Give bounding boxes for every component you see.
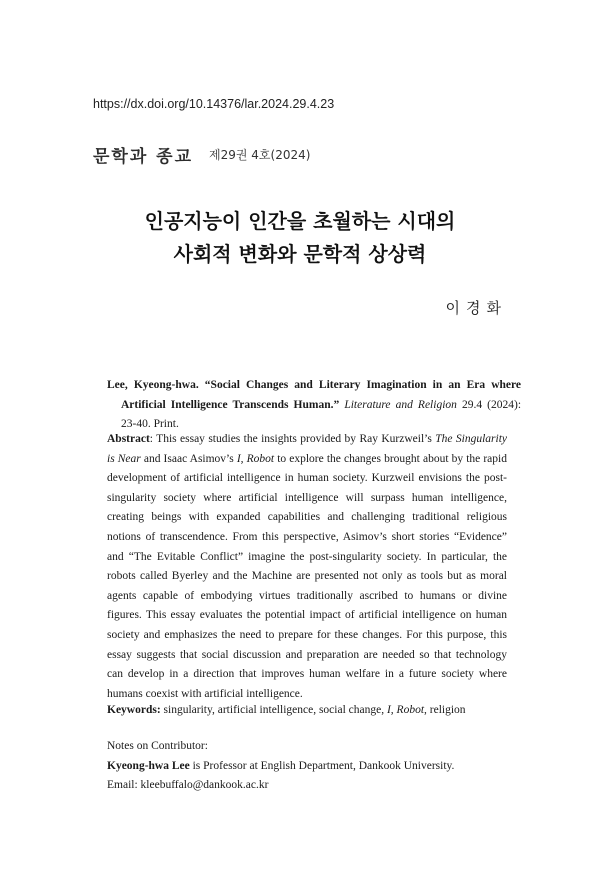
journal-logo: 문학과 종교	[93, 147, 194, 167]
title-line-1: 인공지능이 인간을 초월하는 시대의	[144, 209, 456, 233]
abstract-label: Abstract	[107, 433, 150, 445]
abstract-text-2: and Isaac Asimov’s	[140, 452, 237, 465]
abstract-book-2: I, Robot	[236, 452, 275, 465]
journal-header	[93, 142, 310, 167]
keywords-label: Keywords:	[107, 704, 161, 716]
notes-heading: Notes on Contributor:	[107, 740, 208, 752]
abstract-text-1: : This essay studies the insights provided by Ray Kurzweil’s	[149, 433, 436, 445]
citation	[107, 376, 521, 435]
citation-author: Lee, Kyeong-hwa.	[107, 379, 199, 391]
contributor-notes	[107, 737, 507, 796]
article-title	[0, 205, 600, 271]
keywords-text-1: singularity, artificial intelligence, social change,	[160, 704, 387, 716]
keywords	[107, 701, 507, 721]
abstract-text-3: to explore the changes brought about by the rapid development of artificial intelligence in human society. Kurzweil envisions the post-singularity society where artificial intelligence will surpass human intelligence, creating beings with expanded capabilities and challenging traditional religious notions of transcendence. From this perspective, Asimov’s short stories “Evidence” and “The Evitable Conflict” imagine the post-singularity society. In particular, the robots called Byerley and the Machine are presented not only as tools but as moral agents capable of embodying virtues traditionally ascribed to humans or divine figures. This essay evaluates the potential impact of artificial intelligence on human society and emphasizes the need to prepare for these changes. For this purpose, this essay suggests that social discussion and preparation are needed so that technology can develop in a direction that improves human welfare in a future society where humans coexist with artificial intelligence.	[107, 452, 507, 700]
abstract-book-1: The Singularity is Near	[107, 433, 507, 465]
keywords-text-2: , religion	[424, 704, 466, 716]
title-line-2: 사회적 변화와 문학적 상상력	[173, 242, 427, 266]
author-name: 이경화	[445, 299, 507, 317]
contributor-name: Kyeong-hwa Lee	[107, 759, 190, 772]
citation-title: “Social Changes and Literary Imagination in an Era where Artificial Intelligence Transcends Human.”	[121, 379, 522, 411]
keywords-book: I, Robot	[386, 704, 425, 716]
doi-link[interactable]: https://dx.doi.org/10.14376/lar.2024.29.4.23	[93, 97, 335, 111]
abstract	[107, 430, 507, 704]
contributor-bio: is Professor at English Department, Dankook University.	[189, 759, 455, 772]
notes-bio	[107, 757, 507, 777]
contributor-email[interactable]: Email: kleebuffalo@dankook.ac.kr	[107, 779, 269, 792]
citation-journal: Literature and Religion	[344, 398, 457, 411]
citation-rest: 29.4 (2024): 23-40. Print.	[121, 398, 522, 431]
issue-info: 제29권 4호(2024)	[209, 148, 311, 162]
